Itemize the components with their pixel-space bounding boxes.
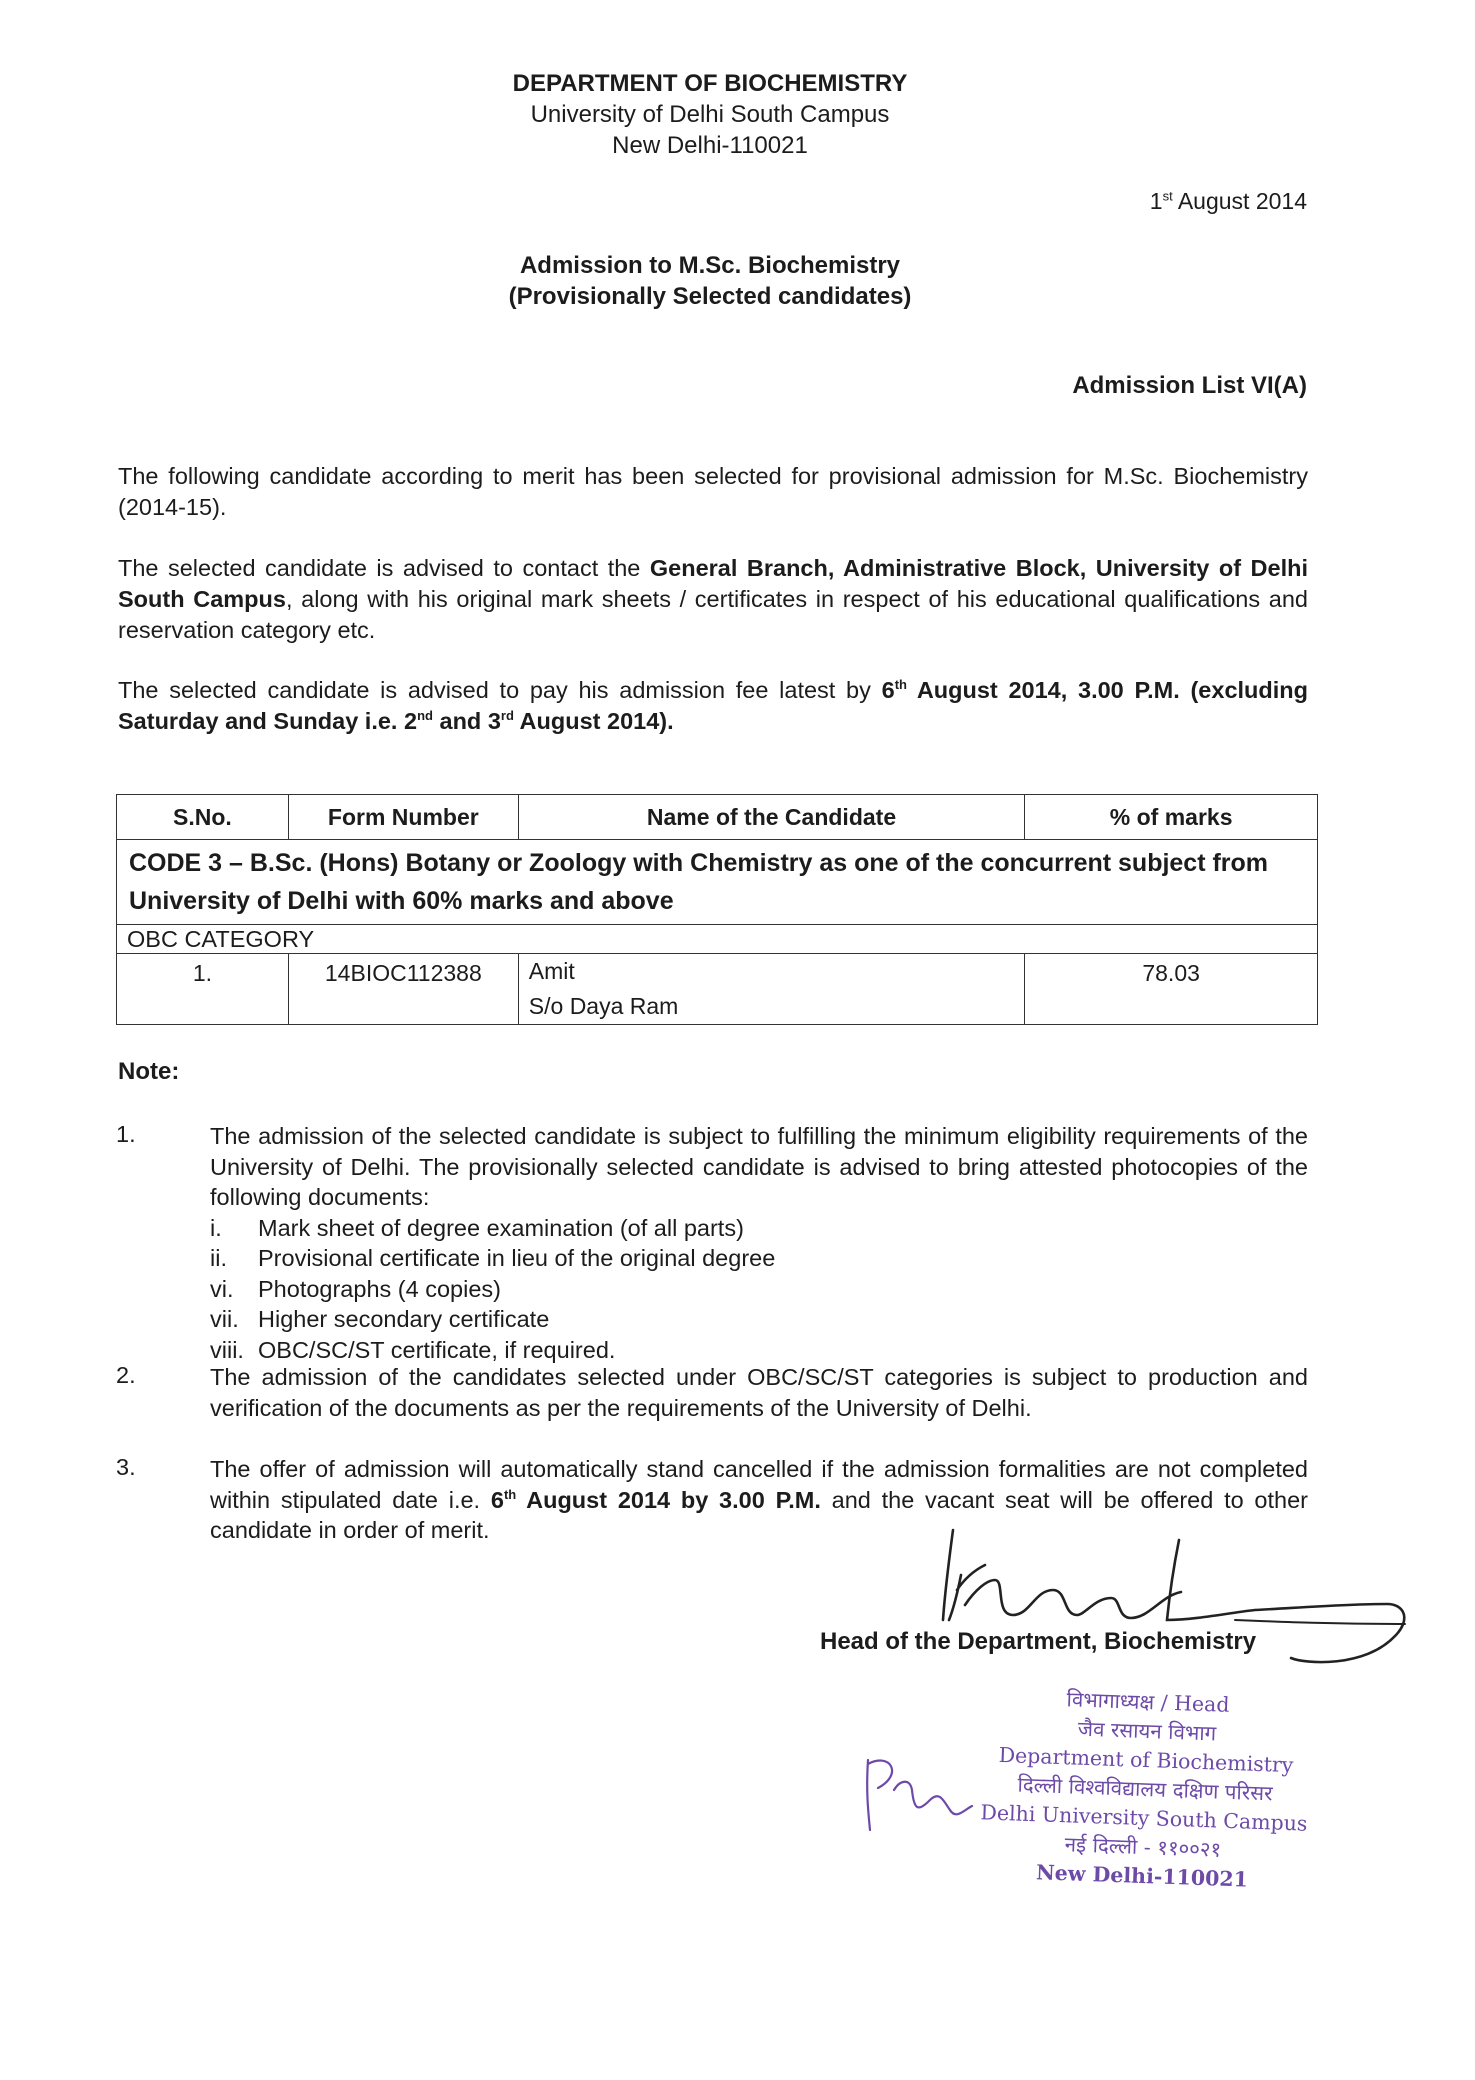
paragraph-fee-deadline: The selected candidate is advised to pay his admission fee latest by 6th August 2014, 3.00 P.M. (excluding Saturday and Sunday i.e. 2nd and 3rd August 2014). (118, 677, 1308, 734)
note-3-text: The offer of admission will automatically stand cancelled if the admission formalities are not completed within stipulated date i.e. 6th August 2014 by 3.00 P.M. and the vacant seat will be offered to other candidate in order of merit. (210, 1456, 1308, 1543)
letterhead (0, 68, 1420, 161)
note-heading: Note: (118, 1058, 180, 1085)
selection-table (116, 794, 1318, 1025)
category-row (117, 925, 1318, 954)
letter-date: 1st August 2014 (1149, 188, 1307, 214)
note-1 (210, 1121, 1308, 1365)
department-stamp (972, 1682, 1319, 1897)
city-line: New Delhi-110021 (612, 132, 808, 159)
category-label: OBC CATEGORY (117, 925, 1318, 954)
list-item: viii. OBC/SC/ST certificate, if required. (210, 1336, 616, 1363)
department-name: DEPARTMENT OF BIOCHEMISTRY (512, 70, 908, 97)
cell-form-number: 14BIOC112388 (288, 954, 518, 1025)
paragraph-merit: The following candidate according to merit has been selected for provisional admission for M.Sc. Biochemistry (2014-15). (118, 463, 1308, 520)
code-row (117, 840, 1318, 925)
header-marks: % of marks (1025, 795, 1318, 840)
cell-marks: 78.03 (1025, 954, 1318, 1025)
stamp-line: New Delhi-110021 (1035, 1860, 1249, 1892)
note-1-number: 1. (116, 1121, 136, 1147)
stamp-line: Delhi University South Campus (980, 1800, 1308, 1836)
cell-sno: 1. (117, 954, 289, 1025)
signatory-title: Head of the Department, Biochemistry (820, 1628, 1257, 1655)
subject-line-1: Admission to M.Sc. Biochemistry (519, 252, 901, 279)
table-row (117, 954, 1318, 1025)
note-2-text: The admission of the candidates selected under OBC/SC/ST categories is subject to production and verification of the documents as per the requirements of the University of Delhi. (210, 1364, 1308, 1421)
cell-candidate (518, 954, 1024, 1025)
stamp-line: नई दिल्ली - ११००२१ (1064, 1832, 1222, 1862)
candidate-parent: S/o Daya Ram (528, 993, 679, 1019)
stamp-line: दिल्ली विश्वविद्यालय दक्षिण परिसर (1017, 1772, 1273, 1806)
subject-heading (0, 250, 1420, 312)
list-item: vii. Higher secondary certificate (210, 1306, 550, 1332)
candidate-name: Amit (528, 958, 575, 984)
stamp-line: विभागाध्यक्ष / Head (1066, 1687, 1230, 1717)
stamp-initials (860, 1750, 980, 1840)
code-description: CODE 3 – B.Sc. (Hons) Botany or Zoology with Chemistry as one of the concurrent subject from University of Delhi with 60% marks and above (117, 840, 1318, 925)
paragraph-contact: The selected candidate is advised to contact the General Branch, Administrative Block, University of Delhi South Campus, along with his original mark sheets / certificates in respect of his educational qualifications and reservation category etc. (118, 555, 1308, 643)
note-3-number: 3. (116, 1454, 136, 1480)
university-name: University of Delhi South Campus (530, 101, 890, 128)
stamp-line: Department of Biochemistry (998, 1742, 1294, 1778)
header-candidate-name: Name of the Candidate (518, 795, 1024, 840)
header-form-number: Form Number (288, 795, 518, 840)
stamp-line: जैव रसायन विभाग (1077, 1716, 1217, 1746)
list-item: vi. Photographs (4 copies) (210, 1275, 501, 1302)
table-header-row (117, 795, 1318, 840)
subject-line-2: (Provisionally Selected candidates) (508, 283, 912, 310)
note-1-text: The admission of the selected candidate is subject to fulfilling the minimum eligibility requirements of the University of Delhi. The provisionally selected candidate is advised to bring attested photocopies of the following documents: (210, 1123, 1308, 1210)
header-sno: S.No. (117, 795, 289, 840)
list-item: ii. Provisional certificate in lieu of the original degree (210, 1245, 776, 1271)
note-2-number: 2. (116, 1362, 136, 1388)
list-item: i. Mark sheet of degree examination (of all parts) (210, 1214, 744, 1241)
admission-list-title: Admission List VI(A) (1072, 372, 1307, 399)
